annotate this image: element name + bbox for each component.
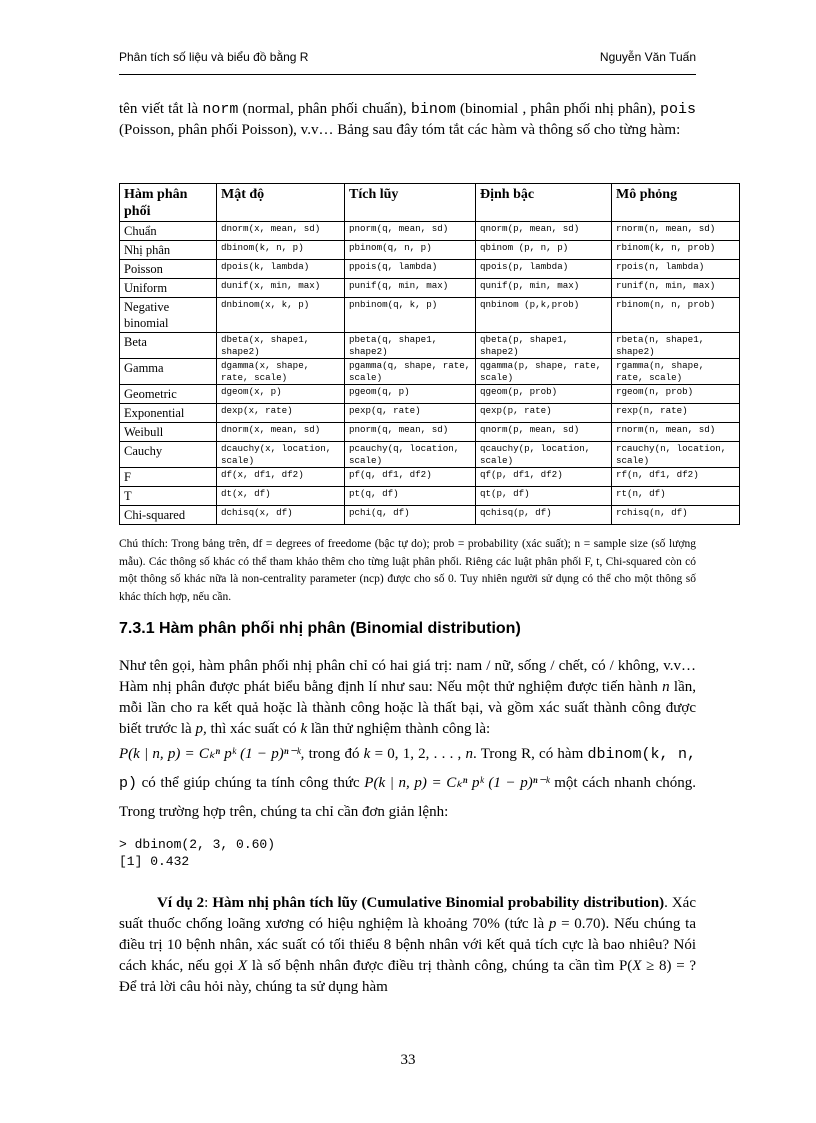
function-cell: pbeta(q, shape1, shape2) bbox=[345, 333, 476, 359]
intro-paragraph: tên viết tắt là norm (normal, phân phối chuẩn), binom (binomial , phân phối nhị phân), pois (Poisson, phân phối Poisson), v.v… Bảng sau đây tóm tắt các hàm và thông số cho từng hàm: bbox=[119, 101, 697, 138]
header-cell: Hàm phân phối bbox=[120, 184, 217, 222]
function-cell: rchisq(n, df) bbox=[612, 506, 740, 525]
function-cell: ppois(q, lambda) bbox=[345, 260, 476, 279]
function-cell: dnorm(x, mean, sd) bbox=[217, 423, 345, 442]
function-cell: rnorm(n, mean, sd) bbox=[612, 423, 740, 442]
table-row bbox=[120, 359, 740, 385]
table-row bbox=[120, 442, 740, 468]
distribution-name-cell: T bbox=[120, 487, 217, 506]
header-cell: Định bậc bbox=[476, 184, 612, 222]
code-block bbox=[119, 836, 275, 870]
table-row bbox=[120, 487, 740, 506]
table-row bbox=[120, 423, 740, 442]
function-cell: rbeta(n, shape1, shape2) bbox=[612, 333, 740, 359]
distribution-name-cell: Cauchy bbox=[120, 442, 217, 468]
distribution-name-cell: Nhị phân bbox=[120, 241, 217, 260]
code-pois: pois bbox=[660, 101, 697, 118]
page-header bbox=[119, 48, 696, 75]
function-cell: dgamma(x, shape, rate, scale) bbox=[217, 359, 345, 385]
distribution-name-cell: Exponential bbox=[120, 404, 217, 423]
formula-paragraph: P(k | n, p) = Cₖⁿ pᵏ (1 − p)ⁿ⁻ᵏ, trong đó k = 0, 1, 2, . . . , n. Trong R, có hàm dbinom(k, n, p) có thể giúp chúng ta tính công thức P(k | n, p) = Cₖⁿ pᵏ (1 − p)ⁿ⁻ᵏ một cách nhanh chóng. Trong trường hợp trên, chúng ta chỉ cần đơn giản lệnh: bbox=[119, 746, 696, 820]
function-cell: dchisq(x, df) bbox=[217, 506, 345, 525]
function-cell: qexp(p, rate) bbox=[476, 404, 612, 423]
function-cell: rf(n, df1, df2) bbox=[612, 468, 740, 487]
distribution-name-cell: Beta bbox=[120, 333, 217, 359]
binomial-paragraph: Như tên gọi, hàm phân phối nhị phân chỉ có hai giá trị: nam / nữ, sống / chết, có / không, v.v… Hàm nhị phân được phát biểu bằng định lí như sau: Nếu một thử nghiệm được tiến hành n lần, mỗi lần cho ra kết quả hoặc là thành công hoặc là thất bại, và gồm xác suất thành công được biết trước là p, thì xác suất có k lần thử nghiệm thành công là: bbox=[119, 658, 696, 737]
example-title: Hàm nhị phân tích lũy (Cumulative Binomial probability distribution) bbox=[212, 895, 665, 911]
function-cell: dunif(x, min, max) bbox=[217, 279, 345, 298]
table-row bbox=[120, 404, 740, 423]
code-binom: binom bbox=[410, 101, 456, 118]
function-cell: rbinom(n, n, prob) bbox=[612, 298, 740, 333]
function-cell: rexp(n, rate) bbox=[612, 404, 740, 423]
distribution-name-cell: Uniform bbox=[120, 279, 217, 298]
distribution-name-cell: Geometric bbox=[120, 385, 217, 404]
function-cell: punif(q, min, max) bbox=[345, 279, 476, 298]
function-cell: qgeom(p, prob) bbox=[476, 385, 612, 404]
code-line: [1] 0.432 bbox=[119, 854, 190, 869]
distribution-name-cell: Chuẩn bbox=[120, 222, 217, 241]
header-title: Phân tích số liệu và biểu đồ bằng R bbox=[119, 50, 309, 64]
function-cell: pgeom(q, p) bbox=[345, 385, 476, 404]
table-row bbox=[120, 279, 740, 298]
example-label: Ví dụ 2 bbox=[157, 895, 205, 911]
distribution-name-cell: Chi-squared bbox=[120, 506, 217, 525]
binomial-formula: P(k | n, p) = Cₖⁿ pᵏ (1 − p)ⁿ⁻ᵏ bbox=[119, 746, 301, 762]
function-cell: rnorm(n, mean, sd) bbox=[612, 222, 740, 241]
function-cell: dnbinom(x, k, p) bbox=[217, 298, 345, 333]
section-heading: 7.3.1 Hàm phân phối nhị phân (Binomial distribution) bbox=[119, 620, 521, 637]
function-cell: pchi(q, df) bbox=[345, 506, 476, 525]
function-cell: pbinom(q, n, p) bbox=[345, 241, 476, 260]
function-cell: rpois(n, lambda) bbox=[612, 260, 740, 279]
function-cell: pcauchy(q, location, scale) bbox=[345, 442, 476, 468]
function-cell: qnbinom (p,k,prob) bbox=[476, 298, 612, 333]
function-cell: dgeom(x, p) bbox=[217, 385, 345, 404]
code-line: > dbinom(2, 3, 0.60) bbox=[119, 837, 276, 852]
function-cell: rt(n, df) bbox=[612, 487, 740, 506]
function-cell: rcauchy(n, location, scale) bbox=[612, 442, 740, 468]
table-row bbox=[120, 241, 740, 260]
table-row bbox=[120, 506, 740, 525]
function-cell: pgamma(q, shape, rate, scale) bbox=[345, 359, 476, 385]
header-cell: Mật độ bbox=[217, 184, 345, 222]
function-cell: dbeta(x, shape1, shape2) bbox=[217, 333, 345, 359]
function-cell: pnbinom(q, k, p) bbox=[345, 298, 476, 333]
function-cell: qchisq(p, df) bbox=[476, 506, 612, 525]
function-cell: pnorm(q, mean, sd) bbox=[345, 222, 476, 241]
binomial-formula-repeat: P(k | n, p) = Cₖⁿ pᵏ (1 − p)ⁿ⁻ᵏ bbox=[364, 775, 550, 791]
function-cell: dnorm(x, mean, sd) bbox=[217, 222, 345, 241]
function-cell: qbeta(p, shape1, shape2) bbox=[476, 333, 612, 359]
function-cell: rgeom(n, prob) bbox=[612, 385, 740, 404]
function-cell: pnorm(q, mean, sd) bbox=[345, 423, 476, 442]
function-cell: dpois(k, lambda) bbox=[217, 260, 345, 279]
table-row bbox=[120, 385, 740, 404]
table-header-row bbox=[120, 184, 740, 222]
table-row bbox=[120, 298, 740, 333]
code-norm: norm bbox=[202, 101, 239, 118]
function-cell: qnorm(p, mean, sd) bbox=[476, 423, 612, 442]
distribution-name-cell: F bbox=[120, 468, 217, 487]
function-cell: qgamma(p, shape, rate, scale) bbox=[476, 359, 612, 385]
function-cell: qf(p, df1, df2) bbox=[476, 468, 612, 487]
function-cell: qbinom (p, n, p) bbox=[476, 241, 612, 260]
distribution-functions-table bbox=[119, 183, 740, 525]
function-cell: dcauchy(x, location, scale) bbox=[217, 442, 345, 468]
function-cell: dbinom(k, n, p) bbox=[217, 241, 345, 260]
header-cell: Mô phỏng bbox=[612, 184, 740, 222]
table-note: Chú thích: Trong bảng trên, df = degrees of freedome (bậc tự do); prob = probability (xác suất); n = sample size (số lượng mẫu). Các thông số khác có thể tham khảo thêm cho từng luật phân phối. Riêng các luật phân phối F, t, Chi-squared còn có một thông số khác nữa là non-centrality parameter (ncp) được cho số 0. Tuy nhiên người sử dụng có thể cho một thông số khác thích hợp, nếu cần. bbox=[119, 538, 696, 603]
table-row bbox=[120, 260, 740, 279]
distribution-name-cell: Negative binomial bbox=[120, 298, 217, 333]
function-cell: rgamma(n, shape, rate, scale) bbox=[612, 359, 740, 385]
function-cell: qcauchy(p, location, scale) bbox=[476, 442, 612, 468]
function-cell: pexp(q, rate) bbox=[345, 404, 476, 423]
table-row bbox=[120, 222, 740, 241]
function-cell: qnorm(p, mean, sd) bbox=[476, 222, 612, 241]
distribution-name-cell: Gamma bbox=[120, 359, 217, 385]
distribution-name-cell: Poisson bbox=[120, 260, 217, 279]
function-cell: dexp(x, rate) bbox=[217, 404, 345, 423]
table-row bbox=[120, 333, 740, 359]
function-cell: df(x, df1, df2) bbox=[217, 468, 345, 487]
function-cell: pf(q, df1, df2) bbox=[345, 468, 476, 487]
function-cell: dt(x, df) bbox=[217, 487, 345, 506]
function-cell: qpois(p, lambda) bbox=[476, 260, 612, 279]
function-cell: qunif(p, min, max) bbox=[476, 279, 612, 298]
function-cell: pt(q, df) bbox=[345, 487, 476, 506]
function-cell: qt(p, df) bbox=[476, 487, 612, 506]
distribution-name-cell: Weibull bbox=[120, 423, 217, 442]
function-cell: runif(n, min, max) bbox=[612, 279, 740, 298]
example-paragraph: Ví dụ 2: Hàm nhị phân tích lũy (Cumulative Binomial probability distribution). Xác suất thuốc chống loãng xương có hiệu nghiệm là khoảng 70% (tức là p = 0.70). Nếu chúng ta điều trị 10 bệnh nhân, xác suất có tối thiểu 8 bệnh nhân với kết quả tích cực là bao nhiêu? Nói cách khác, nếu gọi X là số bệnh nhân được điều trị thành công, chúng ta cần tìm P(X ≥ 8) = ? Để trả lời câu hỏi này, chúng ta sử dụng hàm bbox=[119, 895, 696, 995]
code-dbinom: dbinom(k, n, p) bbox=[119, 746, 696, 792]
header-cell: Tích lũy bbox=[345, 184, 476, 222]
function-cell: rbinom(k, n, prob) bbox=[612, 241, 740, 260]
page-number: 33 bbox=[400, 1052, 416, 1068]
table-row bbox=[120, 468, 740, 487]
header-author: Nguyễn Văn Tuấn bbox=[599, 50, 696, 64]
